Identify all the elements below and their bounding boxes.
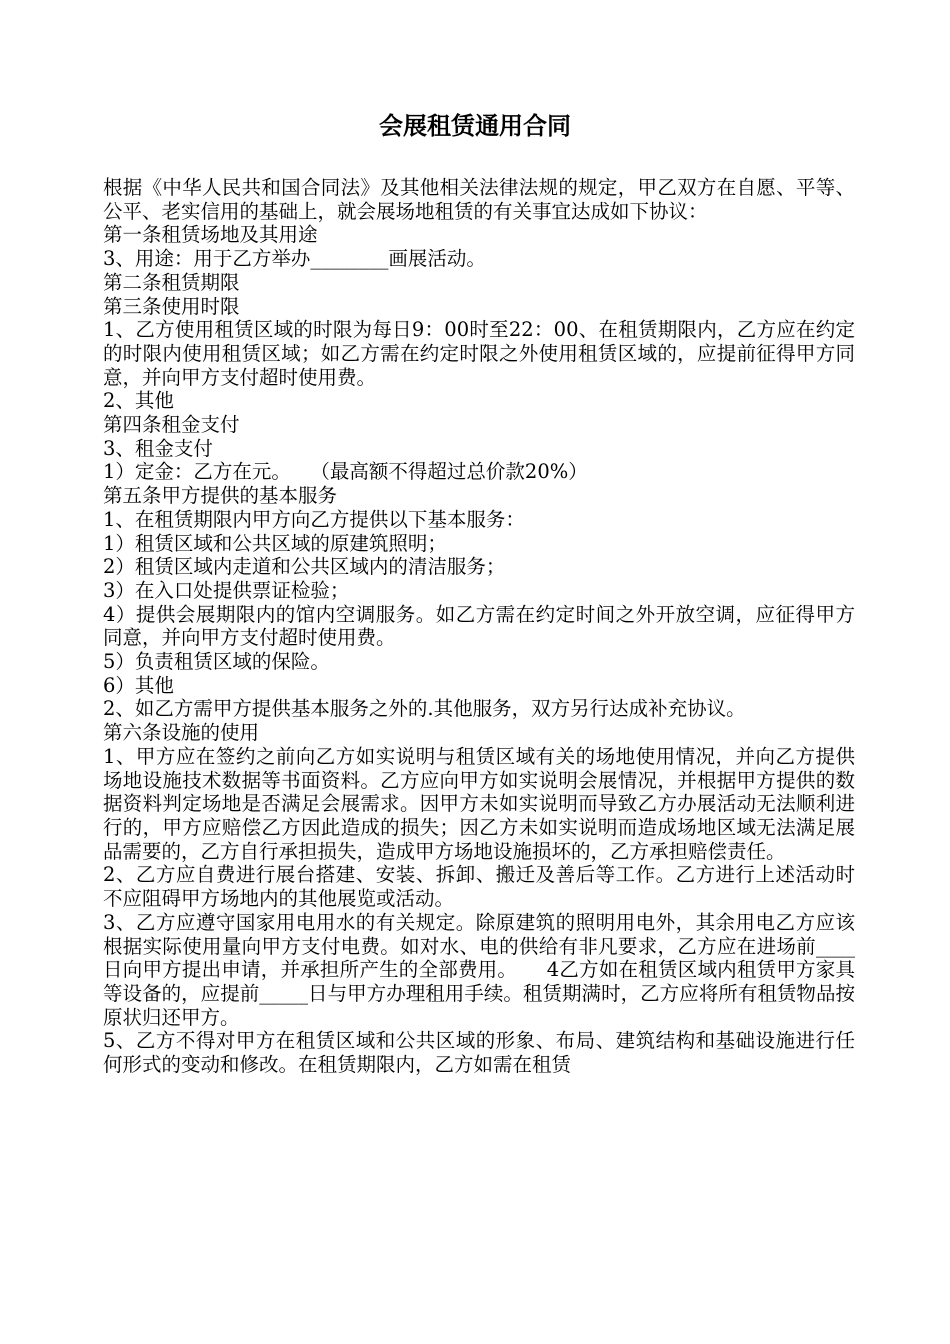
document-title: 会展租赁通用合同: [379, 112, 571, 140]
intro-paragraph: 根据《中华人民共和国合同法》及其他相关法律法规的规定，甲乙双方在自愿、平等、公平、老实信用的基础上，就会展场地租赁的有关事宜达成如下协议：: [103, 176, 855, 223]
clause-paragraph: 5、乙方不得对甲方在租赁区域和公共区域的形象、布局、建筑结构和基础设施进行任何形式的变动和修改。在租赁期限内，乙方如需在租赁: [103, 1029, 855, 1077]
clause-paragraph: 1）定金：乙方在元。 （最高额不得超过总价款20%）: [103, 460, 588, 484]
clause-paragraph: 4）提供会展期限内的馆内空调服务。如乙方需在约定时间之外开放空调，应征得甲方同意，并向甲方支付超时使用费。: [103, 602, 855, 650]
clause-paragraph: 3、乙方应遵守国家用电用水的有关规定。除原建筑的照明用电外，其余用电乙方应该根据实际使用量向甲方支付电费。如对水、电的供给有非凡要求，乙方应在进场前____日向甲方提出申请，并承担所产生的全部费用。 4乙方如在租赁区域内租赁甲方家具等设备的，应提前_____日与甲方办理租用手续。租赁期满时，乙方应将所有租赁物品按原状归还甲方。: [103, 910, 855, 1029]
clause-paragraph: 3）在入口处提供票证检验；: [103, 578, 350, 602]
clause-paragraph: 1、甲方应在签约之前向乙方如实说明与租赁区域有关的场地使用情况，并向乙方提供场地设施技术数据等书面资料。乙方应向甲方如实说明会展情况，并根据甲方提供的数据资料判定场地是否满足会展需求。因甲方未如实说明而导致乙方办展活动无法顺利进行的，甲方应赔偿乙方因此造成的损失；因乙方未如实说明而造成场地区域无法满足展品需要的，乙方自行承担损失，造成甲方场地设施损坏的，乙方承担赔偿责任。: [103, 744, 855, 863]
article-heading: 第一条租赁场地及其用途: [103, 223, 318, 247]
article-heading: 第三条使用时限: [103, 294, 240, 318]
article-heading: 第六条设施的使用: [103, 721, 260, 745]
clause-paragraph: 1、乙方使用租赁区域的时限为每日9：00时至22：00、在租赁期限内，乙方应在约定的时限内使用租赁区域；如乙方需在约定时限之外使用租赁区域的，应提前征得甲方同意，并向甲方支付超时使用费。: [103, 318, 855, 389]
clause-paragraph: 6）其他: [103, 673, 174, 697]
article-heading: 第五条甲方提供的基本服务: [103, 484, 338, 508]
clause-paragraph: 3、用途：用于乙方举办________画展活动。: [103, 247, 486, 271]
clause-paragraph: 1）租赁区域和公共区域的原建筑照明；: [103, 531, 447, 555]
clause-paragraph: 2、乙方应自费进行展台搭建、安装、拆卸、搬迁及善后等工作。乙方进行上述活动时不应阻碍甲方场地内的其他展览或活动。: [103, 863, 855, 911]
article-heading: 第四条租金支付: [103, 413, 240, 437]
clause-paragraph: 3、租金支付: [103, 436, 213, 460]
clause-paragraph: 2、如乙方需甲方提供基本服务之外的.其他服务，双方另行达成补充协议。: [103, 697, 746, 721]
clause-paragraph: 2、其他: [103, 389, 174, 413]
clause-paragraph: 2）租赁区域内走道和公共区域内的清洁服务；: [103, 555, 506, 579]
clause-paragraph: 5）负责租赁区域的保险。: [103, 650, 330, 674]
clause-paragraph: 1、在租赁期限内甲方向乙方提供以下基本服务：: [103, 507, 525, 531]
contract-body: [103, 176, 855, 1077]
article-heading: 第二条租赁期限: [103, 270, 240, 294]
